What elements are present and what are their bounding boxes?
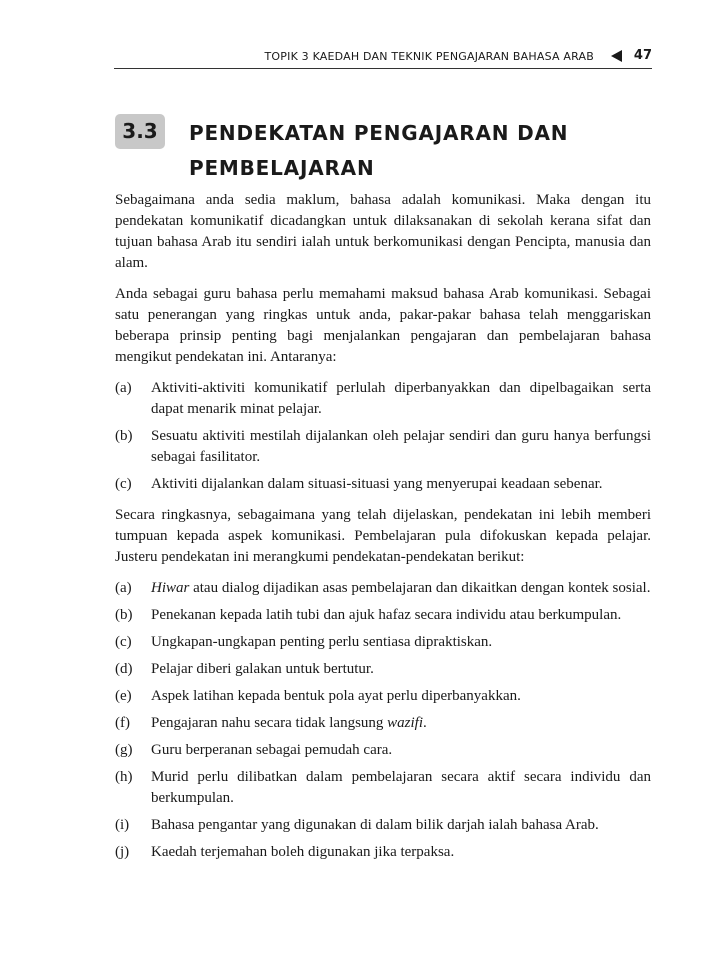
- list-item-text: Aktiviti-aktiviti komunikatif perlulah diperbanyakkan dan dipelbagaikan serta dapat menarik minat pelajar.: [151, 380, 651, 417]
- list-marker: (i): [115, 817, 130, 833]
- principles-list: [115, 378, 651, 495]
- list-item-text: Aspek latihan kepada bentuk pola ayat perlu diperbanyakkan.: [151, 688, 521, 704]
- paragraph-principles: Anda sebagai guru bahasa perlu memahami maksud bahasa Arab komunikasi. Sebagai satu penerangan yang ringkas untuk anda, pakar-pakar bahasa telah menggariskan beberapa prinsip penting bagi menjalankan pengajaran dan pembelajaran bahasa mengikut pendekatan ini. Antaranya:: [115, 286, 651, 365]
- list-item: [115, 659, 651, 680]
- list-marker: (c): [115, 476, 132, 492]
- list-marker: (a): [115, 380, 132, 396]
- list-item: [115, 713, 651, 734]
- list-item-text: Sesuatu aktiviti mestilah dijalankan oleh pelajar sendiri dan guru hanya berfungsi sebagai fasilitator.: [151, 428, 651, 465]
- list-item-rest: atau dialog dijadikan asas pembelajaran dan dikaitkan dengan kontek sosial.: [189, 580, 651, 596]
- list-item-text: Ungkapan-ungkapan penting perlu sentiasa dipraktiskan.: [151, 634, 493, 650]
- list-item: [115, 767, 651, 809]
- list-item-text: Penekanan kepada latih tubi dan ajuk hafaz secara individu atau berkumpulan.: [151, 607, 622, 623]
- list-marker: (c): [115, 634, 132, 650]
- running-header: [114, 46, 652, 69]
- running-title: TOPIK 3 KAEDAH DAN TEKNIK PENGAJARAN BAHASA ARAB: [264, 50, 594, 63]
- list-item-text: Kaedah terjemahan boleh digunakan jika terpaksa.: [151, 844, 455, 860]
- list-item-text: Murid perlu dilibatkan dalam pembelajaran secara aktif secara individu dan berkumpulan.: [151, 769, 651, 806]
- list-item-text: Guru berperanan sebagai pemudah cara.: [151, 742, 393, 758]
- list-item-suffix: .: [423, 715, 427, 731]
- term-wazifi: wazifi: [387, 715, 424, 731]
- list-item: [115, 578, 651, 599]
- list-item-text: Aktiviti dijalankan dalam situasi-situasi yang menyerupai keadaan sebenar.: [151, 476, 603, 492]
- section-number-badge: 3.3: [115, 114, 165, 149]
- term-hiwar: Hiwar: [151, 580, 190, 596]
- list-item: [115, 740, 651, 761]
- list-item-text: Pelajar diberi galakan untuk bertutur.: [151, 661, 374, 677]
- page-number: 47: [633, 48, 652, 63]
- list-marker: (b): [115, 607, 133, 623]
- list-item: [115, 815, 651, 836]
- list-marker: (b): [115, 428, 133, 444]
- list-marker: (a): [115, 580, 132, 596]
- list-marker: (j): [115, 844, 130, 860]
- list-item: [115, 842, 651, 863]
- list-item: [115, 686, 651, 707]
- list-marker: (e): [115, 688, 132, 704]
- list-item: [115, 474, 651, 495]
- list-item: [115, 632, 651, 653]
- list-item-text: [151, 578, 651, 599]
- triangle-left-icon: [611, 50, 622, 62]
- section-title: [189, 116, 609, 186]
- list-item-text: [151, 713, 651, 734]
- section-title-line-1: PENDEKATAN PENGAJARAN DAN: [189, 121, 569, 145]
- list-marker: (f): [115, 715, 130, 731]
- approaches-list: [115, 578, 651, 863]
- paragraph-summary: Secara ringkasnya, sebagaimana yang telah dijelaskan, pendekatan ini lebih memberi tumpuan kepada aspek komunikasi. Pembelajaran pula difokuskan kepada pelajar. Justeru pendekatan ini merangkumi pendekatan-pendekatan berikut:: [115, 507, 651, 565]
- list-marker: (d): [115, 661, 133, 677]
- list-item: [115, 605, 651, 626]
- list-item: [115, 426, 651, 468]
- section-title-line-2: PEMBELAJARAN: [189, 156, 375, 180]
- list-item: [115, 378, 651, 420]
- list-marker: (h): [115, 769, 133, 785]
- list-item-text: Bahasa pengantar yang digunakan di dalam bilik darjah ialah bahasa Arab.: [151, 817, 599, 833]
- body-content: [115, 190, 651, 873]
- list-marker: (g): [115, 742, 133, 758]
- paragraph-intro: Sebagaimana anda sedia maklum, bahasa adalah komunikasi. Maka dengan itu pendekatan komunikatif dicadangkan untuk dilaksanakan di sekolah kerana sifat dan tujuan bahasa Arab itu sendiri ialah untuk berkomunikasi dengan Pencipta, manusia dan alam.: [115, 192, 651, 271]
- list-item-lead: Pengajaran nahu secara tidak langsung: [151, 715, 388, 731]
